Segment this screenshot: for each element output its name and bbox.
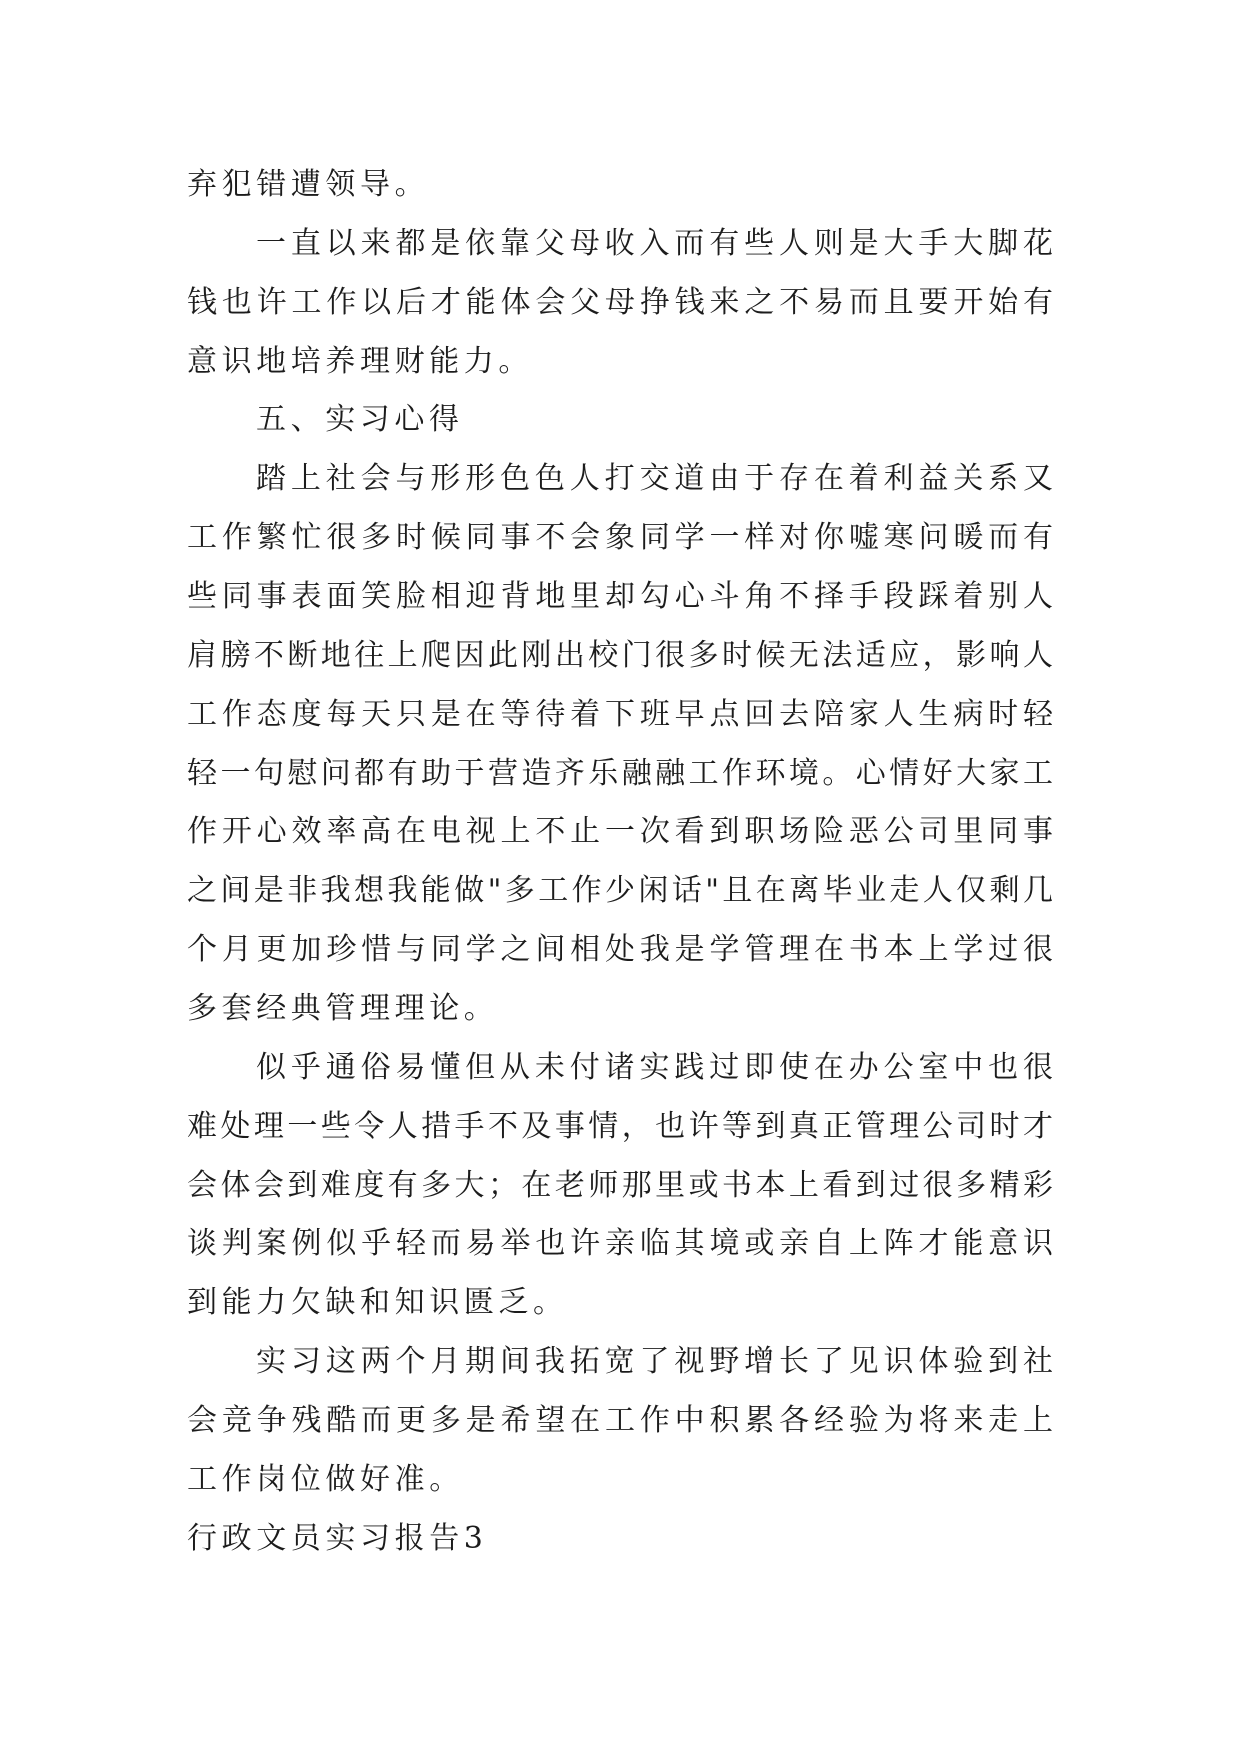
body-line: 到能力欠缺和知识匮乏。	[187, 1285, 568, 1321]
body-line: 难处理一些令人措手不及事情，也许等到真正管理公司时才	[187, 1108, 1054, 1144]
paragraph	[187, 215, 1054, 392]
body-line: 个月更加珍惜与同学之间相处我是学管理在书本上学过很	[187, 932, 1054, 968]
body-line: 些同事表面笑脸相迎背地里却勾心斗角不择手段踩着别人	[187, 579, 1054, 615]
body-line: 会体会到难度有多大；在老师那里或书本上看到过很多精彩	[187, 1167, 1054, 1203]
body-line: 一直以来都是依靠父母收入而有些人则是大手大脚花	[256, 225, 1054, 261]
body-line: 工作繁忙很多时候同事不会象同学一样对你嘘寒问暖而有	[187, 520, 1054, 556]
body-line: 实习这两个月期间我拓宽了视野增长了见识体验到社	[256, 1344, 1054, 1380]
paragraph	[187, 450, 1054, 1039]
body-line: 钱也许工作以后才能体会父母挣钱来之不易而且要开始有	[187, 284, 1054, 320]
paragraph	[187, 156, 1054, 215]
body-line: 会竞争残酷而更多是希望在工作中积累各经验为将来走上	[187, 1403, 1054, 1439]
body-line: 似乎通俗易懂但从未付诸实践过即使在办公室中也很	[256, 1049, 1054, 1085]
body-line: 肩膀不断地往上爬因此刚出校门很多时候无法适应，影响人	[187, 637, 1054, 673]
body-line: 弃犯错遭领导。	[187, 167, 430, 202]
body-line: 之间是非我想我能做"多工作少闲话"且在离毕业走人仅剩几	[187, 873, 1054, 909]
body-line: 意识地培养理财能力。	[187, 343, 533, 379]
paragraph	[187, 1039, 1054, 1333]
document-body	[187, 156, 1054, 1569]
body-line: 轻一句慰问都有助于营造齐乐融融工作环境。心情好大家工	[187, 755, 1054, 791]
body-line: 踏上社会与形形色色人打交道由于存在着利益关系又	[256, 461, 1054, 497]
body-line: 作开心效率高在电视上不止一次看到职场险恶公司里同事	[187, 814, 1054, 850]
section-heading: 五、实习心得	[256, 402, 464, 438]
body-line: 工作岗位做好准。	[187, 1461, 464, 1497]
body-line: 谈判案例似乎轻而易举也许亲临其境或亲自上阵才能意识	[187, 1226, 1054, 1262]
body-line: 多套经典管理理论。	[187, 991, 499, 1027]
body-line: 工作态度每天只是在等待着下班早点回去陪家人生病时轻	[187, 696, 1054, 732]
paragraph	[187, 1333, 1054, 1510]
next-report-title: 行政文员实习报告3	[187, 1520, 488, 1556]
